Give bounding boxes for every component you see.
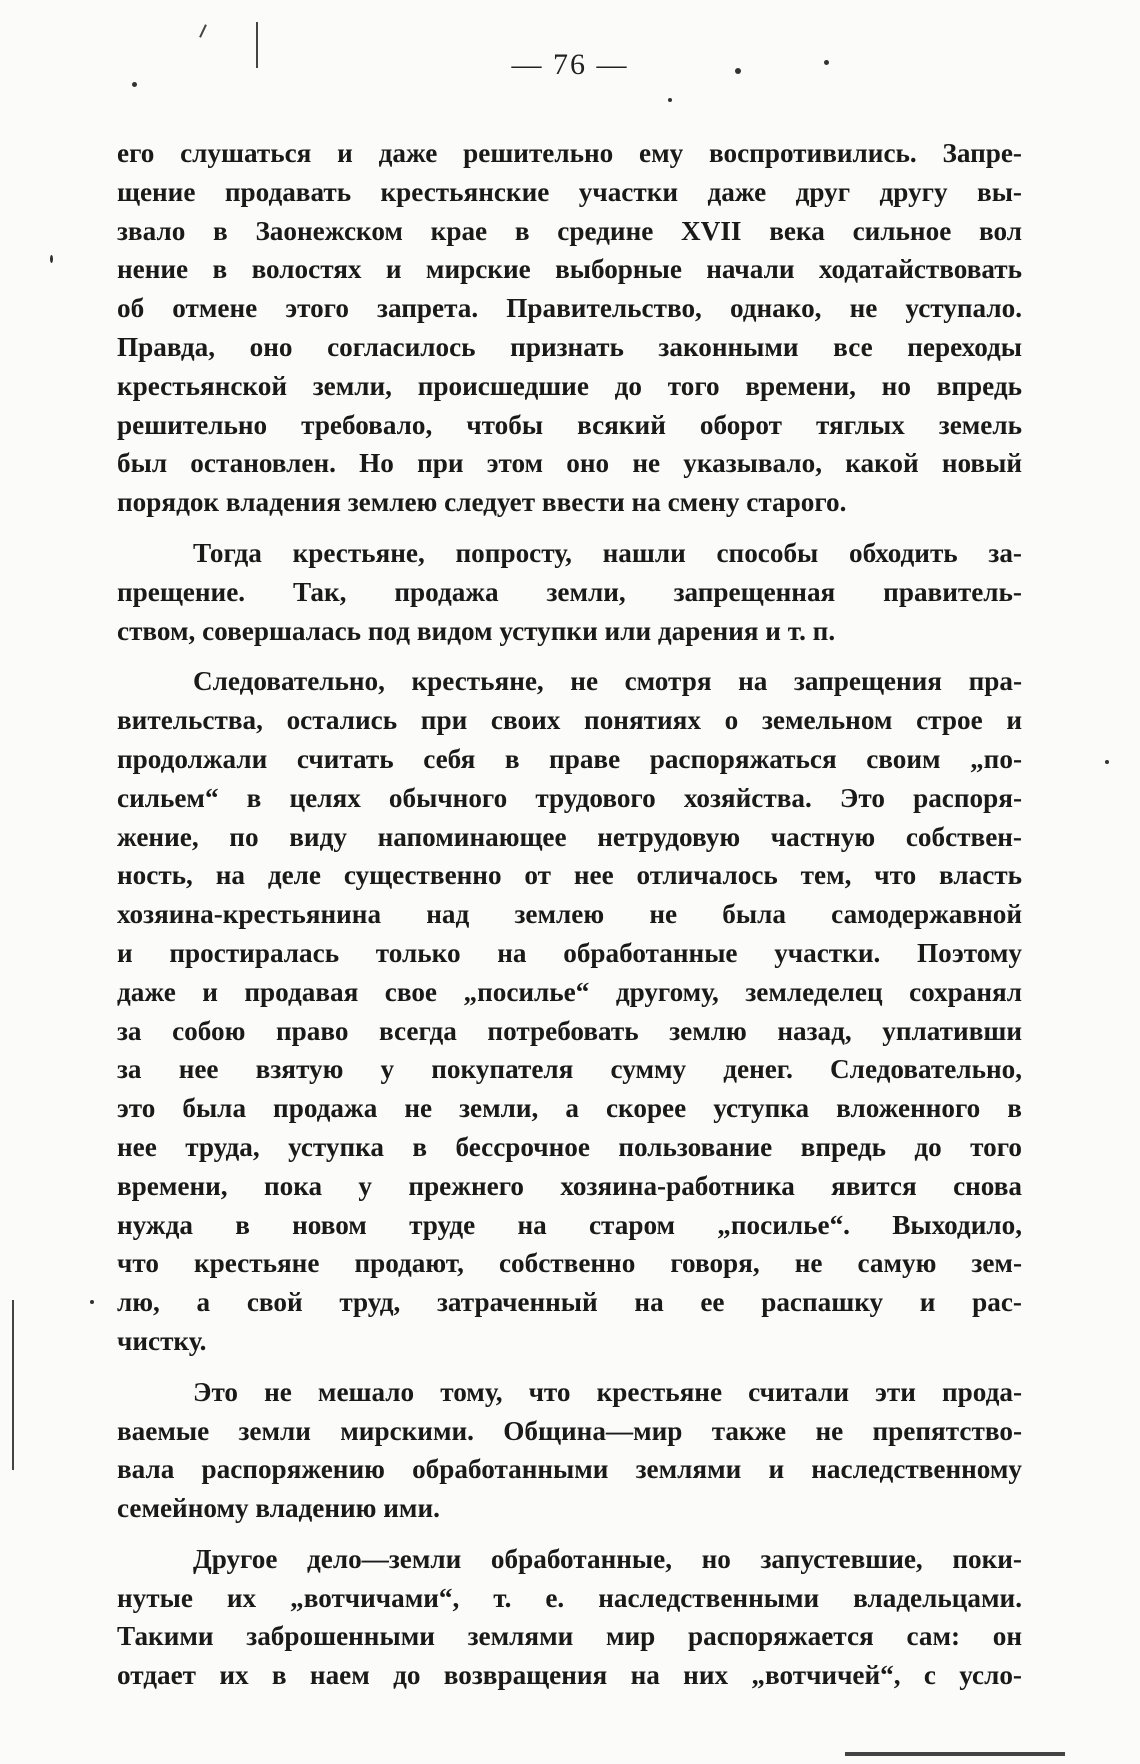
text-line: Следовательно, крестьяне, не смотря на запрещения пра-	[193, 666, 1022, 697]
scan-artifact-speck	[824, 60, 829, 65]
text-line: Правда, оно согласилось признать законными все переходы	[117, 331, 1022, 362]
scan-artifact-speck	[50, 255, 53, 263]
text-line: нее труда, уступка в бессрочное пользование впредь до того	[117, 1131, 1022, 1162]
text-line: за собою право всегда потребовать землю назад, уплативши	[117, 1015, 1022, 1046]
scan-artifact-mark	[12, 1300, 14, 1470]
text-line: сильем“ в целях обычного трудового хозяйства. Это распоря-	[117, 782, 1022, 813]
text-line: даже и продавая свое „посилье“ другому, земледелец сохранял	[117, 976, 1022, 1007]
text-line: лю, а свой труд, затраченный на ее распашку и рас-	[117, 1287, 1022, 1318]
text-line: нужда в новом труде на старом „посилье“. Выходило,	[117, 1209, 1022, 1240]
text-line: что крестьяне продают, собственно говоря, не самую зем-	[117, 1248, 1022, 1279]
page-number: — 76 —	[511, 48, 629, 81]
paragraph-3	[117, 662, 1022, 1360]
text-line: решительно требовало, чтобы всякий оборот тяглых земель	[117, 409, 1022, 440]
text-line: ваемые земли мирскими. Община—мир также не препятство-	[117, 1415, 1022, 1446]
paragraph-1	[117, 134, 1022, 522]
paragraph-5	[117, 1540, 1022, 1695]
scan-artifact-speck	[735, 68, 741, 74]
scan-artifact-mark	[199, 24, 207, 38]
text-line: вала распоряжению обработанными землями и наследственному	[117, 1454, 1022, 1485]
text-line: щение продавать крестьянские участки даже друг другу вы-	[117, 176, 1022, 207]
text-line: Тогда крестьяне, попросту, нашли способы обходить за-	[193, 537, 1022, 568]
text-line: Такими заброшенными землями мир распоряжается сам: он	[117, 1621, 1022, 1652]
text-line: Это не мешало тому, что крестьяне считали эти прода-	[193, 1376, 1022, 1407]
text-line: хозяина-крестьянина над землею не была самодержавной	[117, 899, 1022, 930]
text-line: продолжали считать себя в праве распоряжаться своим „по-	[117, 743, 1022, 774]
text-line: отдает их в наем до возвращения на них „вотчичей“, с усло-	[117, 1660, 1022, 1691]
text-line: прещение. Так, продажа земли, запрещенная правитель-	[117, 576, 1022, 607]
text-line: вительства, остались при своих понятиях о земельном строе и	[117, 705, 1022, 736]
text-line: времени, пока у прежнего хозяина-работника явится снова	[117, 1170, 1022, 1201]
text-line: его слушаться и даже решительно ему воспротивились. Запре-	[117, 138, 1022, 168]
text-line: об отмене этого запрета. Правительство, однако, не уступало.	[117, 293, 1022, 324]
text-line: и простиралась только на обработанные участки. Поэтому	[117, 937, 1022, 968]
text-line: ность, на деле существенно от нее отличалось тем, что власть	[117, 860, 1022, 891]
text-line: порядок владения землею следует ввести на смену старого.	[117, 487, 847, 518]
text-line: был остановлен. Но при этом оно не указывало, какой новый	[117, 448, 1022, 479]
body-text	[117, 134, 1022, 1695]
scan-artifact-mark	[845, 1752, 1065, 1756]
text-line: крестьянской земли, происшедшие до того времени, но впредь	[117, 370, 1022, 401]
text-line: чистку.	[117, 1325, 207, 1356]
text-line: Другое дело—земли обработанные, но запустевшие, поки-	[193, 1543, 1022, 1574]
paragraph-2	[117, 534, 1022, 650]
text-line: нение в волостях и мирские выборные начали ходатайствовать	[117, 254, 1022, 285]
text-line: звало в Заонежском крае в средине XVII века сильное вол	[117, 215, 1022, 246]
scan-artifact-speck	[90, 1300, 94, 1304]
text-line: жение, по виду напоминающее нетрудовую частную собствен-	[117, 821, 1022, 852]
text-line: семейному владению ими.	[117, 1493, 440, 1524]
scan-artifact-mark	[256, 22, 258, 68]
text-line: ством, совершалась под видом уступки или дарения и т. п.	[117, 615, 836, 646]
scan-artifact-speck	[1105, 760, 1109, 764]
text-line: это была продажа не земли, а скорее уступка вложенного в	[117, 1093, 1022, 1124]
scan-artifact-speck	[132, 82, 137, 87]
text-line: за нее взятую у покупателя сумму денег. Следовательно,	[117, 1054, 1022, 1085]
scan-artifact-speck	[668, 98, 672, 102]
text-line: нутые их „вотчичами“, т. е. наследственными владельцами.	[117, 1582, 1022, 1613]
paragraph-4	[117, 1373, 1022, 1528]
